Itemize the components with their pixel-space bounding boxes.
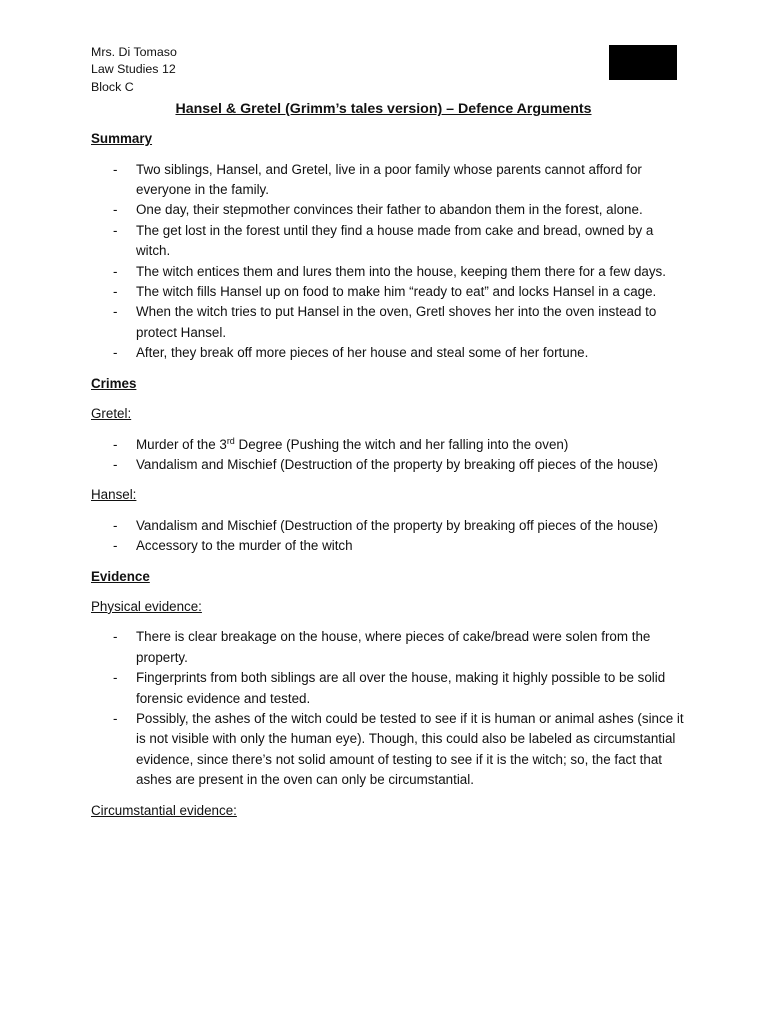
murder-charge-suffix: Degree (Pushing the witch and her falling into the oven) [234,436,569,452]
list-item [91,435,691,455]
teacher-name: Mrs. Di Tomaso [91,45,177,59]
physical-evidence-label: Physical evidence: [91,598,202,614]
list-item: - The get lost in the forest until they find a house made from cake and bread, owned by a witch. [91,221,691,262]
list-item: - Vandalism and Mischief (Destruction of the property by breaking off pieces of the house) [91,455,691,475]
physical-evidence-list [91,627,691,790]
course-name: Law Studies 12 [91,62,176,77]
summary-heading: Summary [91,131,153,147]
class-block: Block C [91,79,134,94]
gretel-label: Gretel: [91,406,132,422]
hansel-label: Hansel: [91,487,137,503]
gretel-crimes-list [91,435,691,476]
list-item: - After, they break off more pieces of her house and steal some of her fortune. [91,343,691,363]
ordinal-suffix: rd [226,435,235,446]
document-page [91,44,691,831]
list-item: - Fingerprints from both siblings are all over the house, making it highly possible to be solid forensic evidence and tested. [91,668,691,709]
crimes-heading: Crimes [91,375,137,391]
list-item: - Possibly, the ashes of the witch could be tested to see if it is human or animal ashes (since it is not visible with only the human eye). Though, this could also be labeled as circumstantial evidence, since there’s not solid amount of testing to see if it is the witch; so, the fact that ashes are present in the oven can only be circumstantial. [91,709,691,791]
list-item: - There is clear breakage on the house, where pieces of cake/bread were solen from the property. [91,627,691,668]
hansel-crimes-list [91,516,691,557]
evidence-heading: Evidence [91,568,150,584]
murder-charge-prefix: Murder of the 3 [136,436,227,452]
summary-list [91,160,691,364]
list-item: - Vandalism and Mischief (Destruction of the property by breaking off pieces of the house) [91,516,691,536]
list-item: - Accessory to the murder of the witch [91,536,691,556]
document-header [91,44,691,96]
list-item: - The witch fills Hansel up on food to make him “ready to eat” and locks Hansel in a cage. [91,282,691,302]
list-item: - Two siblings, Hansel, and Gretel, live in a poor family whose parents cannot afford for everyone in the family. [91,160,691,201]
list-item: - The witch entices them and lures them into the house, keeping them there for a few days. [91,262,691,282]
list-item: - When the witch tries to put Hansel in the oven, Gretl shoves her into the oven instead to protect Hansel. [91,302,691,343]
circumstantial-evidence-label: Circumstantial evidence: [91,802,237,818]
document-title: Hansel & Gretel (Grimm’s tales version) – Defence Arguments [175,101,592,118]
list-item: - One day, their stepmother convinces their father to abandon them in the forest, alone. [91,200,691,220]
